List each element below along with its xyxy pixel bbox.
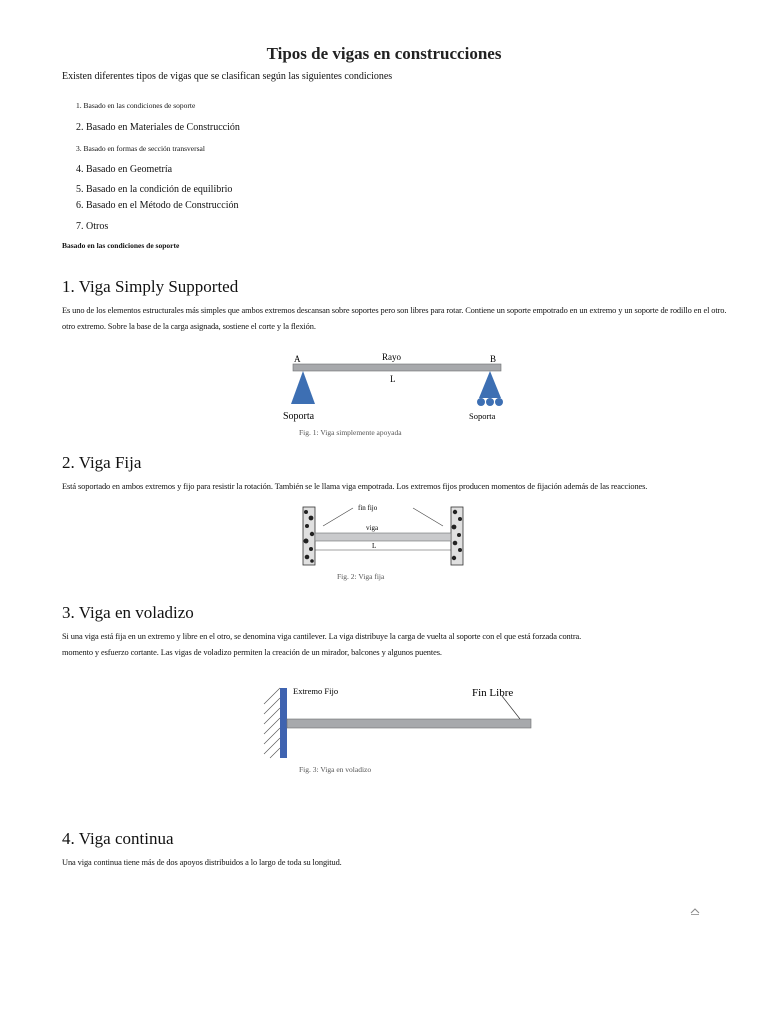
cantilever-wall bbox=[280, 688, 287, 758]
intro-text: Existen diferentes tipos de vigas que se clasifican según las siguientes condiciones bbox=[62, 71, 393, 82]
toc-item-6[interactable]: 6. Basado en el Método de Construcción bbox=[76, 200, 239, 211]
cantilever-beam-diagram bbox=[262, 682, 537, 762]
label-support-left: Soporta bbox=[283, 411, 315, 422]
label-length: L bbox=[372, 542, 377, 550]
paragraph-line: Una viga continua tiene más de dos apoyos distribuidos a lo largo de toda su longitud. bbox=[62, 858, 342, 867]
toc-item-7[interactable]: 7. Otros bbox=[76, 221, 109, 232]
label-fixed-end: Extremo Fijo bbox=[293, 686, 339, 696]
paragraph-line: momento y esfuerzo cortante. Las vigas de voladizo permiten la creación de un mirador, balcones y algunos puentes. bbox=[62, 648, 442, 657]
beam-bar bbox=[287, 719, 531, 728]
wall-hatching bbox=[264, 688, 280, 758]
section-heading-fixed-beam: 2. Viga Fija bbox=[62, 453, 142, 472]
toc-item-4[interactable]: 4. Basado en Geometría bbox=[76, 164, 173, 175]
roller-wheel bbox=[486, 398, 494, 406]
label-free-end: Fin Libre bbox=[472, 687, 514, 699]
paragraph-line: otro extremo. Sobre la base de la carga asignada, sostiene el corte y la flexión. bbox=[62, 322, 316, 331]
beam-bar bbox=[315, 533, 451, 541]
leader-line bbox=[502, 696, 520, 719]
leader-line bbox=[413, 508, 443, 526]
subheading: Basado en las condiciones de soporte bbox=[62, 241, 180, 250]
label-fixed-end: fin fijo bbox=[358, 504, 378, 512]
paragraph-line: Es uno de los elementos estructurales más simples que ambos extremos descansan sobre soportes pero son libres para rotar. Contiene un soporte empotrado en un extremo y un soporte de rodillo en el otro. bbox=[62, 306, 727, 315]
fixed-beam-diagram bbox=[298, 500, 468, 568]
section-heading-cantilever: 3. Viga en voladizo bbox=[62, 603, 194, 622]
leader-line bbox=[323, 508, 353, 526]
pin-support-left bbox=[291, 371, 315, 404]
chevron-up-icon[interactable] bbox=[690, 907, 700, 915]
roller-wheel bbox=[495, 398, 503, 406]
toc-item-5[interactable]: 5. Basado en la condición de equilibrio bbox=[76, 184, 233, 195]
toc-item-2[interactable]: 2. Basado en Materiales de Construcción bbox=[76, 122, 240, 133]
label-beam: Rayo bbox=[382, 352, 401, 362]
simply-supported-beam-diagram bbox=[280, 348, 510, 428]
label-a: A bbox=[294, 354, 301, 364]
label-beam: viga bbox=[366, 524, 379, 532]
label-b: B bbox=[490, 354, 497, 364]
page-title: Tipos de vigas en construcciones bbox=[266, 44, 502, 63]
toc-item-1[interactable]: 1. Basado en las condiciones de soporte bbox=[76, 101, 196, 110]
roller-wheel bbox=[477, 398, 485, 406]
paragraph-line: Está soportado en ambos extremos y fijo para resistir la rotación. También se le llama viga empotrada. Los extremos fijos producen momentos de fijación además de las reacciones. bbox=[62, 482, 648, 491]
label-length: L bbox=[390, 374, 396, 384]
toc-item-3[interactable]: 3. Basado en formas de sección transversal bbox=[76, 144, 205, 153]
figure-caption: Fig. 3: Viga en voladizo bbox=[299, 765, 372, 774]
figure-caption: Fig. 1: Viga simplemente apoyada bbox=[299, 428, 402, 437]
label-support-right: Soporta bbox=[469, 411, 496, 421]
roller-support-right bbox=[479, 371, 501, 398]
paragraph-line: Si una viga está fija en un extremo y libre en el otro, se denomina viga cantilever. La viga distribuye la carga de vuelta al soporte con el que está forzada contra. bbox=[62, 632, 582, 641]
section-heading-continuous-beam: 4. Viga continua bbox=[62, 829, 174, 848]
figure-caption: Fig. 2: Viga fija bbox=[337, 572, 385, 581]
section-heading-simply-supported: 1. Viga Simply Supported bbox=[62, 277, 239, 296]
beam-bar bbox=[293, 364, 501, 371]
